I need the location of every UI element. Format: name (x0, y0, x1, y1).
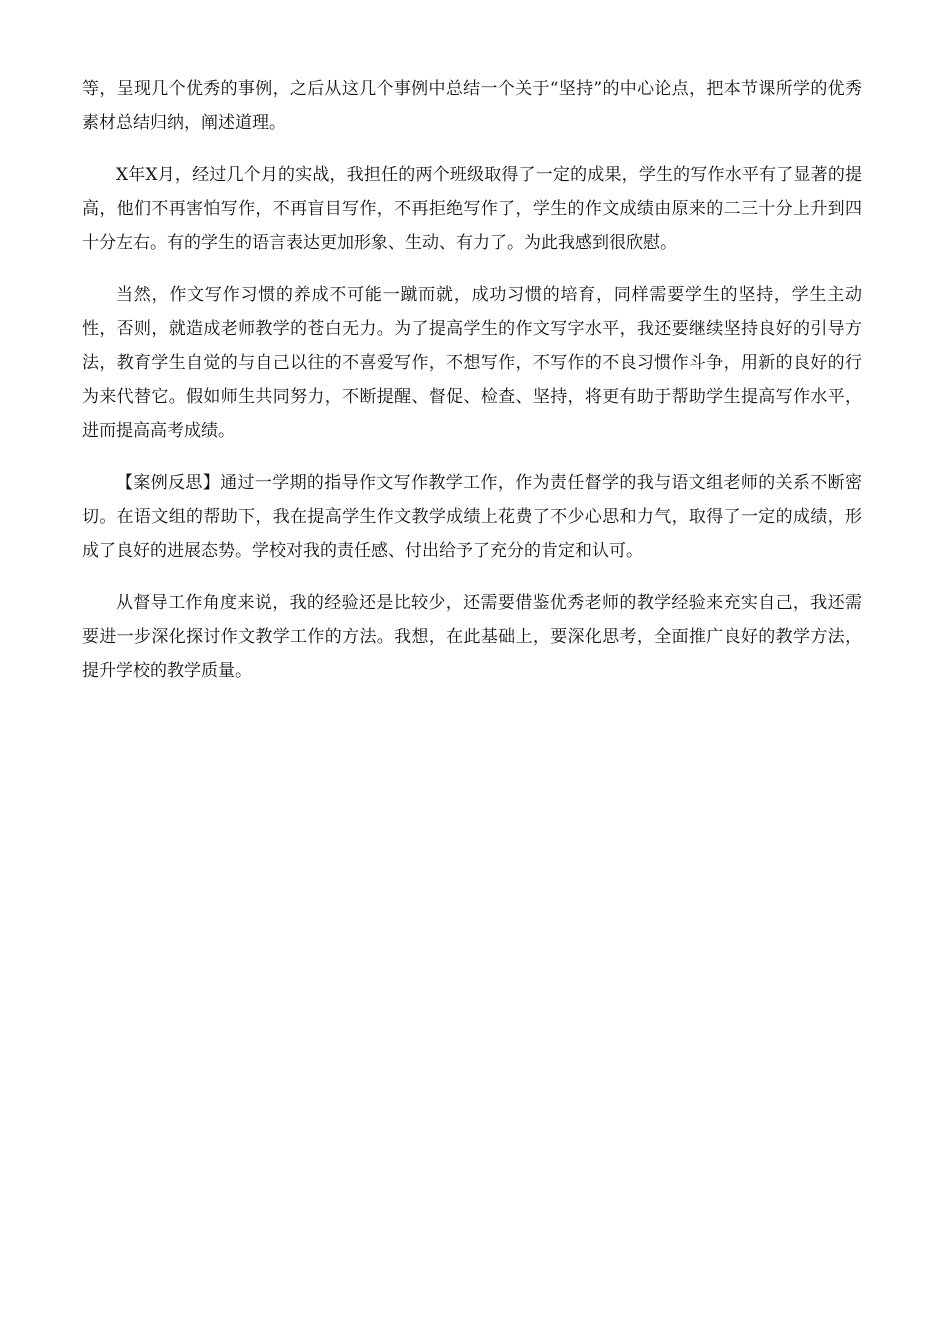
paragraph-supervision: 从督导工作角度来说，我的经验还是比较少，还需要借鉴优秀老师的教学经验来充实自己，我还需要进一步深化探讨作文教学工作的方法。我想，在此基础上，要深化思考，全面推广良好的教学方法，提升学校的教学质量。 (82, 593, 862, 681)
paragraph-habits: 当然，作文写作习惯的养成不可能一蹴而就，成功习惯的培育，同样需要学生的坚持，学生主动性，否则，就造成老师教学的苍白无力。为了提高学生的作文写字水平，我还要继续坚持良好的引导方法，教育学生自觉的与自己以往的不喜爱写作，不想写作，不写作的不良习惯作斗争，用新的良好的行为来代替它。假如师生共同努力，不断提醒、督促、检查、坚持，将更有助于帮助学生提高写作水平，进而提高高考成绩。 (82, 285, 862, 441)
paragraph-continuation: 等，呈现几个优秀的事例，之后从这几个事例中总结一个关于“坚持”的中心论点，把本节课所学的优秀素材总结归纳，阐述道理。 (82, 79, 862, 133)
paragraph-results: X年X月，经过几个月的实战，我担任的两个班级取得了一定的成果，学生的写作水平有了显著的提高，他们不再害怕写作，不再盲目写作，不再拒绝写作了，学生的作文成绩由原来的二三十分上升到四十分左右。有的学生的语言表达更加形象、生动、有力了。为此我感到很欣慰。 (82, 165, 863, 253)
document-body (82, 72, 862, 706)
paragraph-case-reflection: 【案例反思】通过一学期的指导作文写作教学工作，作为责任督学的我与语文组老师的关系不断密切。在语文组的帮助下，我在提高学生作文教学成绩上花费了不少心思和力气，取得了一定的成绩，形成了良好的进展态势。学校对我的责任感、付出给予了充分的肯定和认可。 (82, 473, 862, 561)
